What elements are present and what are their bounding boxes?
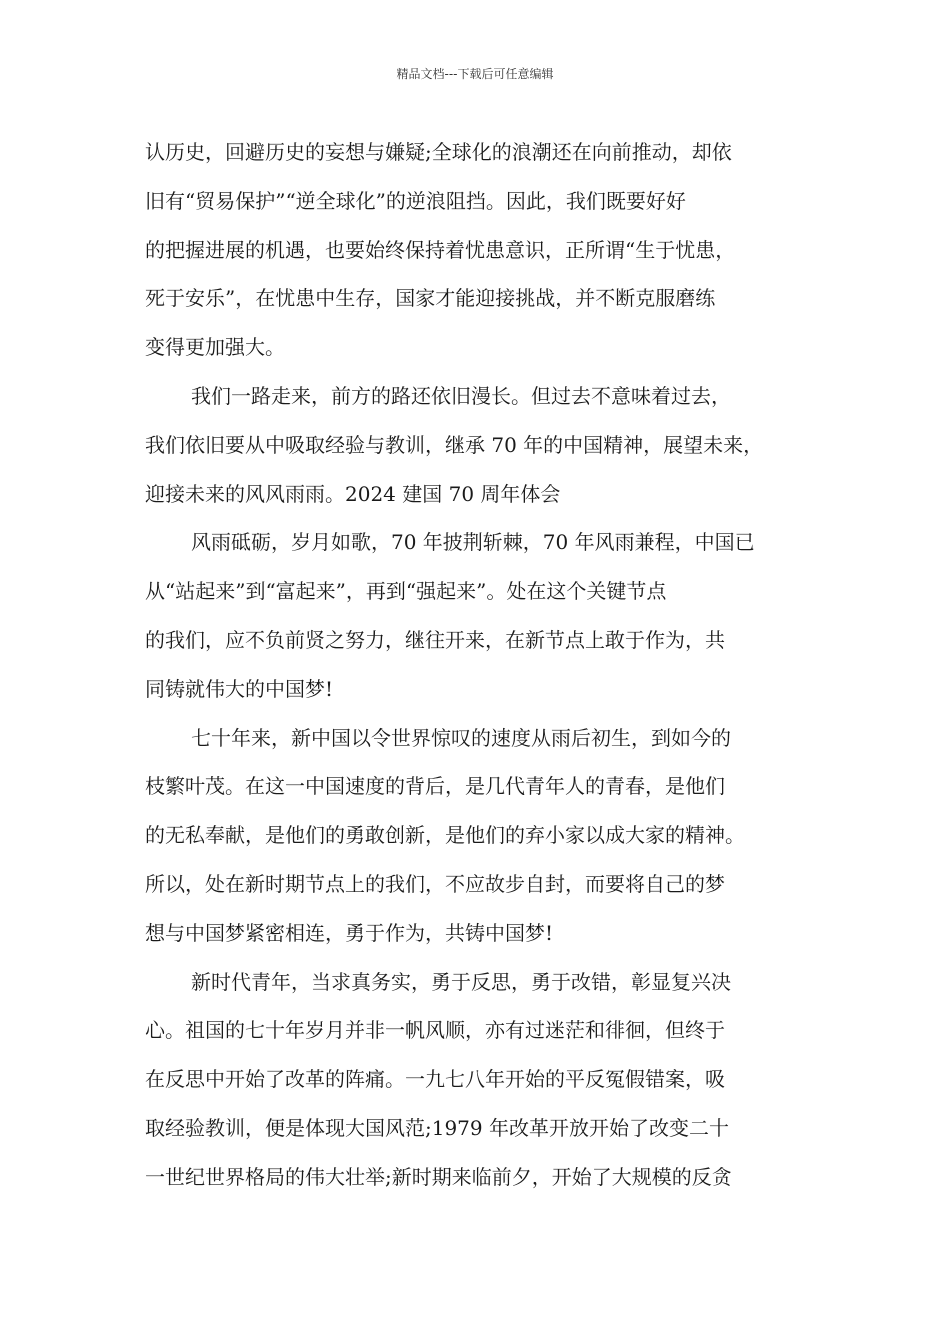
page-header: 精品文档---下载后可任意编辑 (396, 67, 554, 81)
text-line: 风雨砥砺，岁月如歌，70 年披荆斩棘，70 年风雨兼程，中国已 (191, 530, 755, 555)
text-line: 认历史，回避历史的妄想与嫌疑;全球化的浪潮还在向前推动，却依 (145, 140, 732, 164)
text-line: 死于安乐”，在忧患中生存，国家才能迎接挑战，并不断克服磨练 (145, 286, 716, 311)
text-line: 七十年来，新中国以令世界惊叹的速度从雨后初生，到如今的 (191, 725, 731, 750)
text-line: 取经验教训，便是体现大国风范;1979 年改革开放开始了改变二十 (145, 1115, 729, 1140)
text-line: 所以，处在新时期节点上的我们，不应故步自封，而要将自己的梦 (145, 871, 725, 896)
text-line: 心。祖国的七十年岁月并非一帆风顺，亦有过迷茫和徘徊，但终于 (145, 1018, 725, 1043)
text-line: 新时代青年，当求真务实，勇于反思，勇于改错，彰显复兴决 (191, 969, 731, 994)
text-line: 的我们，应不负前贤之努力，继往开来，在新节点上敢于作为，共 (145, 627, 725, 652)
text-line: 迎接未来的风风雨雨。2024 建国 70 周年体会 (145, 481, 561, 506)
paragraph (145, 372, 810, 518)
text-line: 枝繁叶茂。在这一中国速度的背后，是几代青年人的青春，是他们 (145, 774, 725, 799)
text-line: 从“站起来”到“富起来”，再到“强起来”。处在这个关键节点 (145, 579, 667, 604)
text-line: 在反思中开始了改革的阵痛。一九七八年开始的平反冤假错案，吸 (145, 1067, 725, 1092)
text-line: 我们一路走来，前方的路还依旧漫长。但过去不意味着过去， (191, 383, 731, 408)
paragraph (145, 714, 810, 958)
paragraph (145, 518, 810, 713)
text-line: 的无私奉献，是他们的勇敢创新，是他们的弃小家以成大家的精神。 (145, 823, 745, 848)
document-body (145, 128, 810, 1202)
paragraph (145, 958, 810, 1202)
text-line: 我们依旧要从中吸取经验与教训，继承 70 年的中国精神，展望未来， (145, 432, 764, 457)
text-line: 同铸就伟大的中国梦! (145, 676, 334, 701)
text-line: 想与中国梦紧密相连，勇于作为，共铸中国梦! (145, 920, 554, 945)
text-line: 变得更加强大。 (145, 335, 285, 360)
text-line: 旧有“贸易保护”“逆全球化”的逆浪阻挡。因此，我们既要好好 (145, 188, 686, 213)
text-line: 一世纪世界格局的伟大壮举;新时期来临前夕，开始了大规模的反贪 (145, 1164, 732, 1189)
text-line: 的把握进展的机遇，也要始终保持着忧患意识，正所谓“生于忧患， (145, 237, 736, 262)
paragraph (145, 128, 810, 372)
